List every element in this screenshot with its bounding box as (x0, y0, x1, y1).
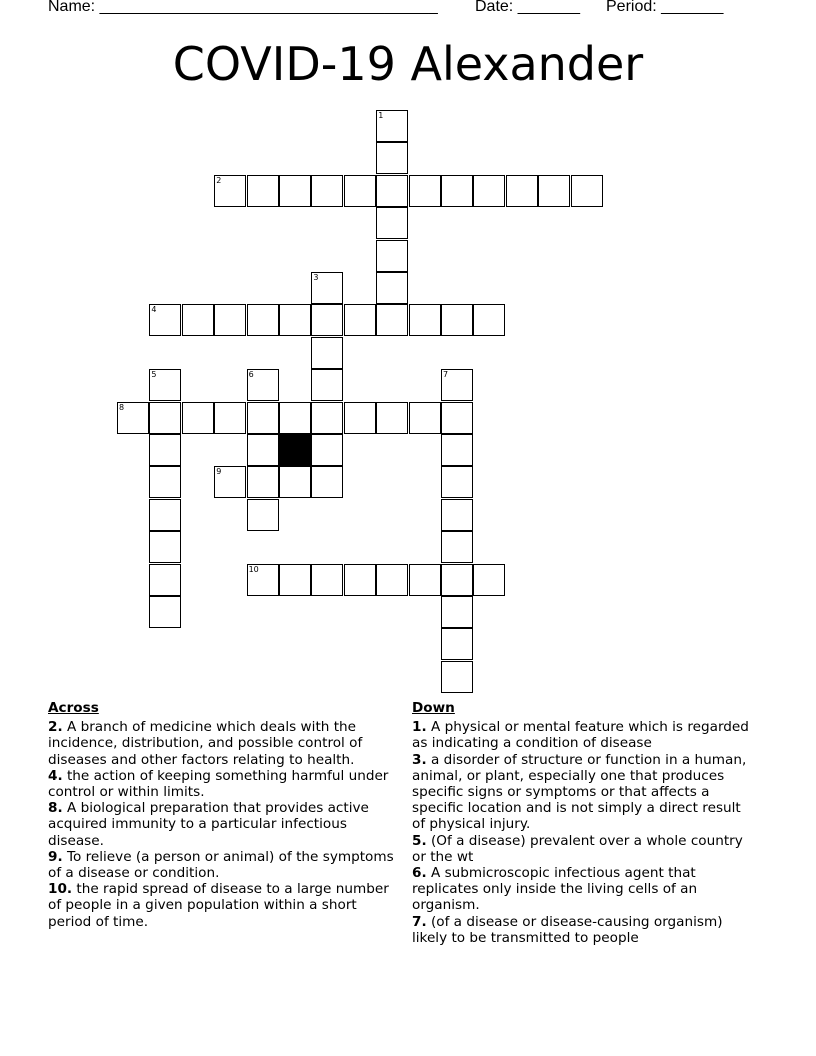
grid-cell[interactable] (311, 304, 343, 336)
grid-cell[interactable] (311, 564, 343, 596)
grid-cell[interactable] (376, 564, 408, 596)
grid-cell[interactable] (279, 564, 311, 596)
grid-cell[interactable] (376, 304, 408, 336)
grid-cell[interactable] (247, 304, 279, 336)
clue-number: 10 (248, 564, 259, 574)
grid-cell[interactable] (409, 304, 441, 336)
down-clue (412, 719, 752, 751)
period-field-label[interactable]: Period: _______ (606, 0, 724, 15)
across-heading: Across (48, 700, 99, 716)
down-heading: Down (412, 700, 455, 716)
clue-text: A submicroscopic infectious agent that replicates only inside the living cells of an organism. (412, 865, 698, 914)
clue-text: To relieve (a person or animal) of the symptoms of a disease or condition. (48, 848, 394, 882)
clue-number-label: 5. (412, 832, 427, 849)
down-clue (412, 752, 752, 833)
grid-cell[interactable] (279, 175, 311, 207)
grid-cell[interactable] (214, 466, 246, 498)
grid-cell[interactable] (311, 272, 343, 304)
grid-cell[interactable] (279, 466, 311, 498)
grid-cell[interactable] (409, 402, 441, 434)
down-clues (412, 700, 752, 946)
grid-cell[interactable] (214, 402, 246, 434)
grid-cell[interactable] (441, 369, 473, 401)
grid-cell[interactable] (441, 661, 473, 693)
clue-number-label: 3. (412, 751, 427, 768)
clue-number: 5 (151, 370, 157, 380)
grid-cell[interactable] (441, 531, 473, 563)
black-cell (279, 434, 311, 466)
clue-number: 3 (313, 273, 319, 282)
grid-cell[interactable] (376, 240, 408, 272)
grid-cell[interactable] (247, 466, 279, 498)
grid-cell[interactable] (149, 564, 181, 596)
grid-cell[interactable] (214, 175, 246, 207)
grid-cell[interactable] (473, 304, 505, 336)
grid-cell[interactable] (441, 596, 473, 628)
clue-text: a disorder of structure or function in a human, animal, or plant, especially one that produces specific signs or symptoms or that affects a specific location and is not simply a direct result of physical injury. (412, 751, 747, 833)
clue-number: 1 (378, 111, 384, 120)
clue-text: the action of keeping something harmful under control or within limits. (48, 767, 389, 801)
across-clue (48, 768, 403, 800)
clue-number: 6 (248, 370, 254, 380)
grid-cell[interactable] (149, 402, 181, 434)
grid-cell[interactable] (311, 337, 343, 369)
grid-cell[interactable] (376, 207, 408, 239)
clue-text: (of a disease or disease-causing organism) likely to be transmitted to people (412, 913, 723, 946)
grid-cell[interactable] (473, 564, 505, 596)
grid-cell[interactable] (441, 304, 473, 336)
grid-cell[interactable] (247, 434, 279, 466)
across-clue (48, 849, 403, 881)
grid-cell[interactable] (376, 402, 408, 434)
clue-number: 7 (443, 370, 449, 380)
clue-text: A physical or mental feature which is regarded as indicating a condition of disease (412, 719, 749, 752)
clue-text: the rapid spread of disease to a large number of people in a given population within a short period of time. (48, 881, 389, 930)
grid-cell[interactable] (506, 175, 538, 207)
grid-cell[interactable] (376, 175, 408, 207)
across-clue (48, 881, 403, 930)
clue-text: A branch of medicine which deals with the incidence, distribution, and possible control of diseases and other factors relating to health. (48, 719, 363, 768)
clue-number-label: 6. (412, 865, 427, 882)
across-clues (48, 700, 403, 930)
grid-cell[interactable] (441, 499, 473, 531)
grid-cell[interactable] (344, 175, 376, 207)
grid-cell[interactable] (311, 434, 343, 466)
grid-cell[interactable] (538, 175, 570, 207)
grid-cell[interactable] (311, 466, 343, 498)
grid-cell[interactable] (247, 175, 279, 207)
grid-cell[interactable] (279, 402, 311, 434)
clue-number: 8 (119, 402, 125, 412)
grid-cell[interactable] (214, 304, 246, 336)
grid-cell[interactable] (311, 369, 343, 401)
puzzle-title: COVID-19 Alexander (172, 37, 644, 91)
clue-text: (Of a disease) prevalent over a whole country or the wt (412, 832, 743, 865)
across-clue-list (48, 719, 403, 930)
grid-cell[interactable] (149, 466, 181, 498)
clue-number-label: 7. (412, 913, 427, 930)
clue-number-label: 2. (48, 719, 63, 736)
down-clue-list (412, 719, 752, 946)
clue-number: 9 (216, 467, 222, 477)
grid-cell[interactable] (571, 175, 603, 207)
down-clue (412, 833, 752, 865)
grid-cell[interactable] (247, 402, 279, 434)
grid-cell[interactable] (376, 272, 408, 304)
grid-cell[interactable] (441, 175, 473, 207)
grid-cell[interactable] (441, 434, 473, 466)
clue-number-label: 9. (48, 848, 63, 865)
grid-cell[interactable] (344, 304, 376, 336)
grid-cell[interactable] (149, 499, 181, 531)
grid-cell[interactable] (441, 628, 473, 660)
date-field-label[interactable]: Date: _______ (475, 0, 580, 15)
grid-cell[interactable] (441, 466, 473, 498)
clue-number: 2 (216, 175, 222, 185)
grid-cell[interactable] (247, 499, 279, 531)
grid-cell[interactable] (311, 175, 343, 207)
grid-cell[interactable] (182, 402, 214, 434)
grid-cell[interactable] (473, 175, 505, 207)
down-clue (412, 914, 752, 946)
grid-cell[interactable] (441, 564, 473, 596)
grid-cell[interactable] (149, 434, 181, 466)
across-clue (48, 719, 403, 768)
clue-text: A biological preparation that provides active acquired immunity to a particular infectious disease. (48, 800, 369, 849)
grid-cell[interactable] (376, 110, 408, 142)
clue-number: 4 (151, 305, 157, 315)
clue-number-label: 4. (48, 767, 63, 784)
grid-cell[interactable] (182, 304, 214, 336)
clue-number-label: 10. (48, 881, 73, 898)
grid-cell[interactable] (344, 564, 376, 596)
grid-cell[interactable] (149, 304, 181, 336)
clue-number-label: 1. (412, 719, 427, 736)
grid-cell[interactable] (441, 402, 473, 434)
clue-number-label: 8. (48, 800, 63, 817)
grid-cell[interactable] (247, 564, 279, 596)
grid-cell[interactable] (311, 402, 343, 434)
name-field-label[interactable]: Name: ______________________________________ (48, 0, 438, 15)
down-clue (412, 865, 752, 914)
grid-cell[interactable] (117, 402, 149, 434)
grid-cell[interactable] (149, 596, 181, 628)
grid-cell[interactable] (344, 402, 376, 434)
grid-cell[interactable] (279, 304, 311, 336)
grid-cell[interactable] (149, 369, 181, 401)
grid-cell[interactable] (409, 564, 441, 596)
grid-cell[interactable] (247, 369, 279, 401)
grid-cell[interactable] (149, 531, 181, 563)
grid-cell[interactable] (409, 175, 441, 207)
across-clue (48, 800, 403, 849)
grid-cell[interactable] (376, 142, 408, 174)
